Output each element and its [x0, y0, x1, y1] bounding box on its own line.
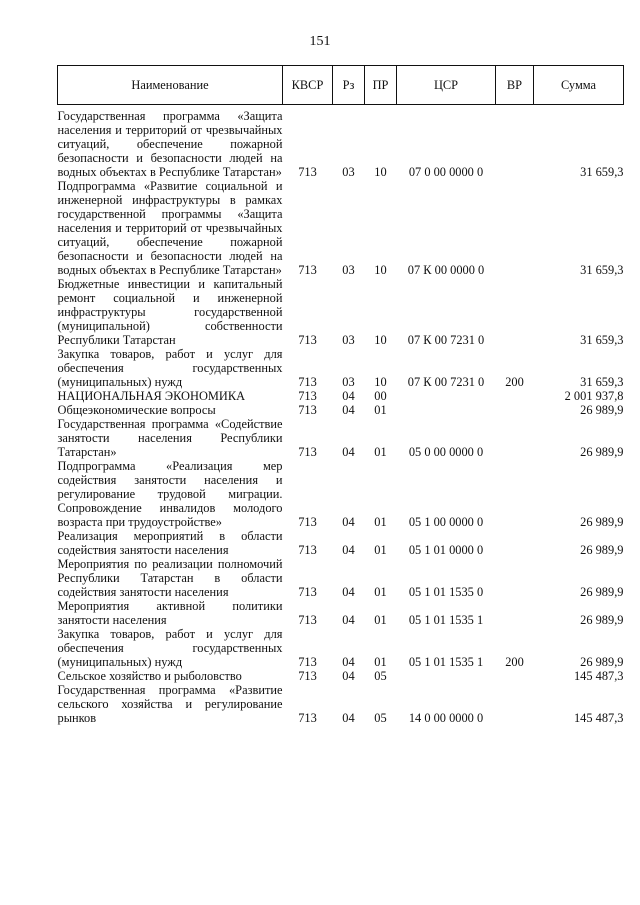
row-name: Государственная программа «Развитие сельского хозяйства и регулирование рынков: [57, 683, 283, 725]
row-rz: 04: [342, 655, 355, 669]
row-rz: 03: [342, 165, 355, 179]
row-kvsr: 713: [298, 669, 317, 683]
row-sum: 26 989,9: [580, 655, 624, 669]
table-row: [58, 529, 624, 557]
row-name: Мероприятия по реализации полномочий Республики Татарстан в области содействия занятости населения: [57, 557, 283, 599]
row-name: Реализация мероприятий в области содействия занятости населения: [57, 529, 283, 557]
row-name: Общеэкономические вопросы: [57, 403, 216, 417]
row-kvsr: 713: [298, 655, 317, 669]
row-rz: 04: [342, 515, 355, 529]
row-csr: 07 К 00 7231 0: [407, 333, 485, 347]
row-vr: [496, 179, 534, 277]
row-kvsr: 713: [298, 165, 317, 179]
row-vr: [496, 417, 534, 459]
row-rz: 04: [342, 403, 355, 417]
row-pr: 05: [374, 669, 387, 683]
row-name: Мероприятия активной политики занятости населения: [57, 599, 283, 627]
row-pr: 00: [374, 389, 387, 403]
table-row: [58, 403, 624, 417]
row-kvsr: 713: [298, 333, 317, 347]
row-csr: 05 1 01 1535 1: [408, 613, 484, 627]
budget-table: [57, 65, 624, 725]
row-vr: [496, 599, 534, 627]
table-row: [58, 347, 624, 389]
row-rz: 03: [342, 333, 355, 347]
row-vr: [496, 277, 534, 347]
row-vr: [496, 557, 534, 599]
row-csr: 05 1 00 0000 0: [408, 515, 484, 529]
row-kvsr: 713: [298, 445, 317, 459]
row-csr: 05 1 01 1535 0: [408, 585, 484, 599]
row-name: Закупка товаров, работ и услуг для обеспечения государственных (муниципальных) нужд: [57, 347, 283, 389]
row-vr: [496, 529, 534, 557]
row-vr: [496, 683, 534, 725]
row-rz: 04: [342, 543, 355, 557]
row-kvsr: 713: [298, 613, 317, 627]
row-pr: 05: [374, 711, 387, 725]
row-vr: [496, 403, 534, 417]
row-name: Подпрограмма «Реализация мер содействия занятости населения и регулирование трудовой миграции. Сопровождение инвалидов молодого возраста при трудоустройстве»: [57, 459, 283, 529]
header-kvsr: КВСР: [283, 66, 333, 105]
row-pr: 10: [374, 263, 387, 277]
row-rz: 03: [342, 375, 355, 389]
row-csr: 07 К 00 0000 0: [407, 263, 485, 277]
table-row: [58, 599, 624, 627]
row-rz: 04: [342, 711, 355, 725]
row-kvsr: 713: [298, 375, 317, 389]
row-csr: 14 0 00 0000 0: [408, 711, 484, 725]
row-sum: 31 659,3: [580, 165, 624, 179]
row-pr: 01: [374, 585, 387, 599]
row-sum: 31 659,3: [580, 333, 624, 347]
table-row: [58, 389, 624, 403]
header-vr: ВР: [496, 66, 534, 105]
row-pr: 01: [374, 613, 387, 627]
row-pr: 10: [374, 375, 387, 389]
row-sum: 26 989,9: [580, 543, 624, 557]
row-rz: 04: [342, 669, 355, 683]
row-pr: 10: [374, 333, 387, 347]
header-name: Наименование: [58, 66, 283, 105]
row-sum: 145 487,3: [573, 711, 624, 725]
table-row: [58, 179, 624, 277]
row-kvsr: 713: [298, 263, 317, 277]
header-sum: Сумма: [534, 66, 624, 105]
row-csr: 05 1 01 0000 0: [408, 543, 484, 557]
row-pr: 01: [374, 403, 387, 417]
table-row: [58, 417, 624, 459]
row-rz: 04: [342, 613, 355, 627]
row-csr: [397, 389, 496, 403]
row-name: Бюджетные инвестиции и капитальный ремонт социальной и инженерной инфраструктуры государственной (муниципальной) собственности Республики Татарстан: [57, 277, 283, 347]
row-name: Сельское хозяйство и рыболовство: [57, 669, 242, 683]
header-pr: ПР: [365, 66, 397, 105]
table-header-row: [58, 66, 624, 105]
row-sum: 26 989,9: [580, 445, 624, 459]
row-name: Закупка товаров, работ и услуг для обеспечения государственных (муниципальных) нужд: [57, 627, 283, 669]
table-row: [58, 669, 624, 683]
row-csr: 05 1 01 1535 1: [408, 655, 484, 669]
row-sum: 26 989,9: [580, 515, 624, 529]
row-csr: 07 К 00 7231 0: [407, 375, 485, 389]
row-rz: 04: [342, 389, 355, 403]
table-row: [58, 109, 624, 179]
row-rz: 04: [342, 445, 355, 459]
row-pr: 01: [374, 445, 387, 459]
row-kvsr: 713: [298, 515, 317, 529]
row-csr: [397, 669, 496, 683]
row-vr: [496, 389, 534, 403]
row-name: Государственная программа «Содействие занятости населения Республики Татарстан»: [57, 417, 283, 459]
table-row: [58, 683, 624, 725]
row-sum: 26 989,9: [580, 403, 624, 417]
row-pr: 01: [374, 655, 387, 669]
table-row: [58, 627, 624, 669]
row-sum: 26 989,9: [580, 613, 624, 627]
page-number: 151: [309, 34, 331, 49]
row-pr: 10: [374, 165, 387, 179]
header-csr: ЦСР: [397, 66, 496, 105]
row-kvsr: 713: [298, 403, 317, 417]
row-vr: [496, 109, 534, 179]
row-name: НАЦИОНАЛЬНАЯ ЭКОНОМИКА: [57, 389, 246, 403]
row-csr: [397, 403, 496, 417]
row-kvsr: 713: [298, 543, 317, 557]
row-vr: 200: [505, 375, 524, 389]
table-row: [58, 277, 624, 347]
row-kvsr: 713: [298, 389, 317, 403]
row-csr: 07 0 00 0000 0: [408, 165, 484, 179]
row-vr: [496, 459, 534, 529]
row-kvsr: 713: [298, 585, 317, 599]
header-rz: Рз: [333, 66, 365, 105]
row-sum: 145 487,3: [573, 669, 624, 683]
row-kvsr: 713: [298, 711, 317, 725]
row-sum: 26 989,9: [580, 585, 624, 599]
table-row: [58, 459, 624, 529]
row-sum: 31 659,3: [580, 375, 624, 389]
row-name: Государственная программа «Защита населения и территорий от чрезвычайных ситуаций, обеспечение пожарной безопасности и безопасности людей на водных объектах в Республике Татарстан»: [57, 109, 283, 179]
row-csr: 05 0 00 0000 0: [408, 445, 484, 459]
row-pr: 01: [374, 543, 387, 557]
row-sum: 31 659,3: [580, 263, 624, 277]
row-sum: 2 001 937,8: [564, 389, 624, 403]
row-rz: 04: [342, 585, 355, 599]
table-row: [58, 557, 624, 599]
row-pr: 01: [374, 515, 387, 529]
row-vr: 200: [505, 655, 524, 669]
row-vr: [496, 669, 534, 683]
row-rz: 03: [342, 263, 355, 277]
row-name: Подпрограмма «Развитие социальной и инженерной инфраструктуры в рамках государственной программы «Защита населения и территорий от чрезвычайных ситуаций, обеспечение пожарной безопасности и безопасности людей на водных объектах в Республике Татарстан»: [57, 179, 283, 277]
